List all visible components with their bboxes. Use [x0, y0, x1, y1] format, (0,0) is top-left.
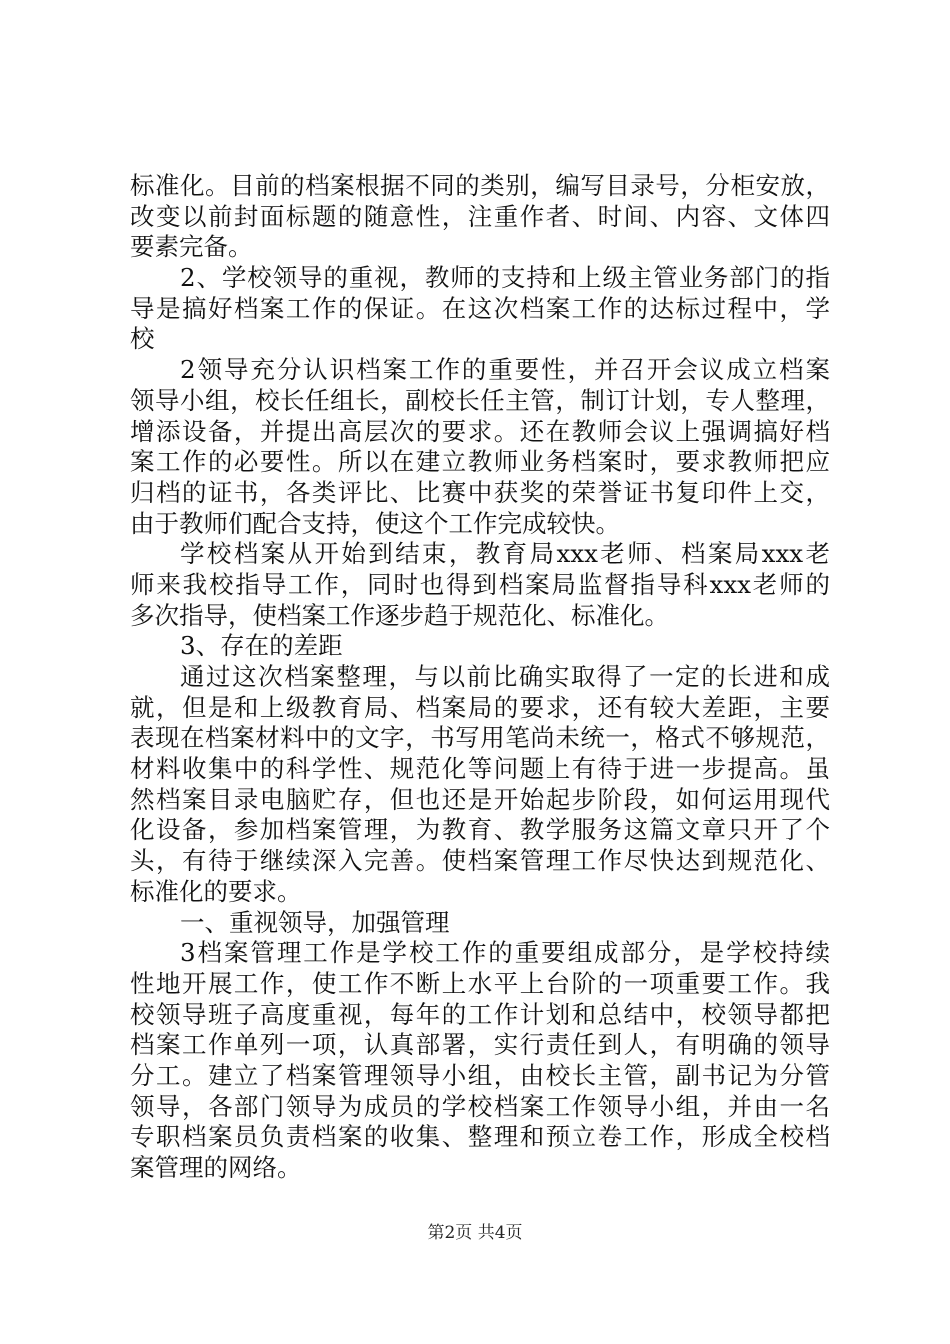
- text-line: 案管理的网络。: [130, 1153, 302, 1182]
- text-line: 改变以前封面标题的随意性，注重作者、时间、内容、文体四: [130, 202, 830, 231]
- text-line: 多次指导，使档案工作逐步趋于规范化、标准化。: [130, 601, 669, 630]
- text-line: 2、学校领导的重视，教师的支持和上级主管业务部门的指: [180, 263, 830, 292]
- text-line: 导是搞好档案工作的保证。在这次档案工作的达标过程中，学: [130, 294, 830, 323]
- text-line: 通过这次档案整理，与以前比确实取得了一定的长进和成: [180, 662, 830, 691]
- text-line: 校: [130, 324, 155, 353]
- text-line: 2领导充分认识档案工作的重要性，并召开会议成立档案: [180, 355, 830, 384]
- text-line: 要素完备。: [130, 232, 253, 261]
- text-line: 领导，各部门领导为成员的学校档案工作领导小组，并由一名: [130, 1092, 830, 1121]
- text-line: 校领导班子高度重视，每年的工作计划和总结中，校领导都把: [130, 1000, 830, 1029]
- text-line: 标准化的要求。: [130, 877, 302, 906]
- text-line: 增添设备，并提出高层次的要求。还在教师会议上强调搞好档: [130, 417, 830, 446]
- text-line: 表现在档案材料中的文字，书写用笔尚未统一，格式不够规范，: [130, 723, 830, 752]
- text-line: 材料收集中的科学性、规范化等问题上有待于进一步提高。虽: [130, 754, 830, 783]
- text-line: 由于教师们配合支持，使这个工作完成较快。: [130, 509, 620, 538]
- text-line: 标准化。目前的档案根据不同的类别，编写目录号，分柜安放，: [130, 171, 830, 200]
- text-line: 归档的证书，各类评比、比赛中获奖的荣誉证书复印件上交，: [130, 478, 830, 507]
- text-line: 然档案目录电脑贮存，但也还是开始起步阶段，如何运用现代: [130, 785, 830, 814]
- page-footer: 第2页 共4页: [427, 1223, 523, 1243]
- text-line: 性地开展工作，使工作不断上水平上台阶的一项重要工作。我: [130, 969, 830, 998]
- text-line: 头，有待于继续深入完善。使档案管理工作尽快达到规范化、: [130, 846, 830, 875]
- text-line: 学校档案从开始到结束，教育局xxx老师、档案局xxx老: [180, 539, 830, 568]
- section-heading: 一、重视领导，加强管理: [180, 908, 450, 937]
- text-line: 3档案管理工作是学校工作的重要组成部分，是学校持续: [180, 938, 830, 967]
- section-heading: 3、存在的差距: [180, 631, 343, 660]
- text-line: 分工。建立了档案管理领导小组，由校长主管，副书记为分管: [130, 1061, 830, 1090]
- text-line: 就，但是和上级教育局、档案局的要求，还有较大差距，主要: [130, 693, 830, 722]
- text-line: 化设备，参加档案管理，为教育、教学服务这篇文章只开了个: [130, 815, 830, 844]
- text-line: 档案工作单列一项，认真部署，实行责任到人，有明确的领导: [130, 1030, 830, 1059]
- text-line: 案工作的必要性。所以在建立教师业务档案时，要求教师把应: [130, 447, 830, 476]
- text-line: 师来我校指导工作，同时也得到档案局监督指导科xxx老师的: [130, 570, 830, 599]
- text-line: 专职档案员负责档案的收集、整理和预立卷工作，形成全校档: [130, 1122, 830, 1151]
- text-line: 领导小组，校长任组长，副校长任主管，制订计划，专人整理，: [130, 386, 830, 415]
